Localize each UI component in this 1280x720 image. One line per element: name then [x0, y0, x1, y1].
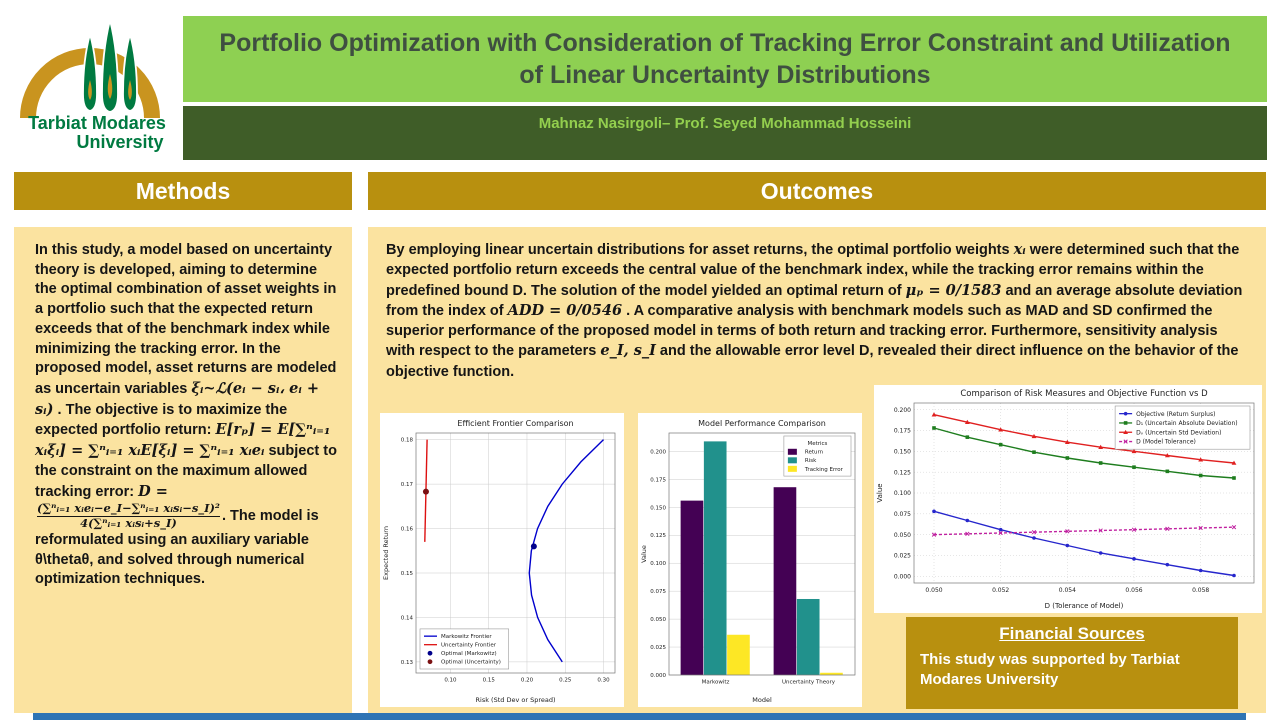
svg-text:0.16: 0.16	[400, 526, 413, 533]
outcomes-m4: e_I, s_I	[600, 342, 656, 360]
logo-org-name-line1: Tarbiat Modares	[28, 113, 166, 133]
risk-vs-d-svg	[874, 385, 1262, 613]
svg-text:Optimal (Markowitz): Optimal (Markowitz)	[441, 651, 497, 658]
svg-text:0.050: 0.050	[650, 617, 666, 624]
financial-sources-text: This study was supported by Tarbiat Modares University	[920, 651, 1180, 688]
outcomes-text	[368, 227, 1266, 382]
svg-text:0.056: 0.056	[1125, 587, 1143, 594]
svg-text:Markowitz: Markowitz	[701, 679, 730, 686]
svg-text:0.050: 0.050	[893, 531, 911, 539]
methods-math-return: E[rₚ] = E[∑ⁿᵢ₌₁ xᵢξᵢ] = ∑ⁿᵢ₌₁ xᵢE[ξᵢ] = ∑ⁿᵢ₌₁ xᵢeᵢ	[35, 421, 331, 460]
outcomes-p5: and the allowable error level D, revealed their direct influence on the behavior of the objective function.	[386, 343, 1239, 380]
svg-text:Expected Return: Expected Return	[382, 526, 390, 580]
author-bar	[183, 106, 1267, 160]
svg-text:Return: Return	[804, 449, 824, 456]
svg-text:0.200: 0.200	[893, 406, 911, 414]
logo-text	[12, 114, 182, 152]
svg-text:0.200: 0.200	[650, 449, 666, 456]
outcomes-header	[368, 172, 1266, 210]
svg-text:Uncertainty Frontier: Uncertainty Frontier	[441, 642, 496, 649]
svg-text:0.000: 0.000	[650, 672, 666, 679]
svg-text:0.100: 0.100	[893, 490, 911, 498]
svg-text:0.058: 0.058	[1192, 587, 1210, 594]
svg-text:Comparison of Risk Measures an: Comparison of Risk Measures and Objective Function vs D	[960, 389, 1208, 399]
methods-tail: . The model is reformulated using an auxiliary variable θ\thetaθ, and solved through numerical optimization techniques.	[35, 508, 319, 588]
svg-text:Metrics: Metrics	[807, 441, 828, 448]
svg-text:0.10: 0.10	[444, 677, 457, 684]
svg-text:D₁ (Uncertain Absolute Deviati: D₁ (Uncertain Absolute Deviation)	[1136, 420, 1238, 428]
svg-text:0.15: 0.15	[482, 677, 495, 684]
svg-text:0.000: 0.000	[893, 573, 911, 581]
svg-text:D (Model Tolerance): D (Model Tolerance)	[1136, 438, 1196, 446]
svg-text:0.14: 0.14	[400, 615, 413, 622]
svg-text:Value: Value	[876, 483, 884, 503]
svg-text:0.175: 0.175	[893, 427, 911, 435]
methods-header	[14, 172, 352, 210]
title-bar	[183, 16, 1267, 102]
svg-text:0.054: 0.054	[1058, 587, 1076, 594]
efficient-frontier-svg	[380, 413, 624, 707]
methods-intro: In this study, a model based on uncertainty theory is developed, aiming to determine the optimal combination of asset weights in a portfolio such that the expected return exceeds that of the benchmark index while minimizing the tracking error. In the proposed model, asset returns are modeled as uncertain variables	[35, 242, 337, 398]
svg-text:Tracking Error: Tracking Error	[804, 466, 843, 473]
formula-denominator: 4(∑ⁿᵢ₌₁ xᵢsᵢ+s_I)	[37, 516, 220, 531]
svg-text:0.052: 0.052	[992, 587, 1010, 594]
svg-text:0.075: 0.075	[893, 510, 911, 518]
methods-box	[14, 227, 352, 713]
svg-text:0.25: 0.25	[559, 677, 572, 684]
financial-sources-box	[906, 617, 1238, 709]
authors: Mahnaz Nasirgoli– Prof. Seyed Mohammad Hosseini	[538, 115, 912, 132]
model-performance-svg	[638, 413, 862, 707]
model-performance-chart	[638, 413, 862, 707]
outcomes-box	[368, 227, 1266, 713]
outcomes-m1: xᵢ	[1013, 241, 1026, 258]
svg-text:D (Tolerance of Model): D (Tolerance of Model)	[1044, 602, 1124, 610]
methods-math-d: D =	[138, 482, 168, 500]
university-logo	[12, 8, 182, 162]
svg-text:0.150: 0.150	[650, 505, 666, 512]
svg-text:Dᵥ (Uncertain Std Deviation): Dᵥ (Uncertain Std Deviation)	[1136, 429, 1222, 437]
svg-text:0.150: 0.150	[893, 448, 911, 456]
svg-text:0.18: 0.18	[400, 437, 413, 444]
efficient-frontier-chart	[380, 413, 624, 707]
outcomes-p2: were determined such that the expected portfolio return exceeds the central value of the benchmark index, while the tracking error remains within the predefined bound D. The solution of the model yielded an optimal return of	[386, 242, 1240, 299]
svg-text:0.050: 0.050	[925, 587, 943, 594]
logo-org-name-line2: University	[76, 131, 164, 152]
svg-text:Value: Value	[640, 545, 648, 563]
svg-text:Markowitz Frontier: Markowitz Frontier	[441, 634, 492, 641]
bottom-accent-bar	[33, 713, 1246, 720]
methods-mid1: . The objective is to maximize the expected portfolio return:	[35, 401, 288, 439]
svg-text:Risk: Risk	[804, 458, 817, 465]
svg-text:0.30: 0.30	[597, 677, 610, 684]
svg-text:Uncertainty Theory: Uncertainty Theory	[782, 679, 835, 686]
svg-text:Efficient Frontier Comparison: Efficient Frontier Comparison	[457, 419, 574, 428]
svg-text:0.13: 0.13	[400, 659, 413, 666]
methods-header-label: Methods	[135, 177, 231, 204]
svg-text:0.125: 0.125	[893, 469, 911, 477]
formula-numerator: (∑ⁿᵢ₌₁ xᵢeᵢ−e_I−∑ⁿᵢ₌₁ xᵢsᵢ−s_I)²	[37, 501, 220, 516]
svg-text:Model Performance Comparison: Model Performance Comparison	[698, 419, 826, 428]
methods-text	[35, 241, 340, 590]
outcomes-p3: and an average absolute deviation from the index of	[386, 282, 1243, 319]
svg-text:0.025: 0.025	[650, 644, 666, 651]
outcomes-m2: μₚ = 0/1583	[905, 281, 1002, 299]
svg-text:0.100: 0.100	[650, 561, 666, 568]
svg-text:0.125: 0.125	[650, 533, 666, 540]
svg-text:0.175: 0.175	[650, 477, 666, 484]
outcomes-p1: By employing linear uncertain distributions for asset returns, the optimal portfolio weights	[386, 242, 1014, 258]
risk-vs-d-chart	[874, 385, 1262, 613]
svg-text:Optimal (Uncertainty): Optimal (Uncertainty)	[441, 659, 501, 666]
poster-title: Portfolio Optimization with Consideration of Tracking Error Constraint and Utilization of Linear Uncertainty Distributions	[219, 28, 1231, 89]
outcomes-p4: . A comparative analysis with benchmark models such as MAD and SD confirmed the superior performance of the proposed model in terms of both return and tracking error. Furthermore, sensitivity analysis with respect to the parameters	[386, 302, 1218, 360]
svg-text:0.17: 0.17	[400, 482, 413, 489]
svg-text:Model: Model	[752, 696, 772, 704]
svg-text:Risk (Std Dev or Spread): Risk (Std Dev or Spread)	[475, 696, 556, 704]
svg-text:0.15: 0.15	[400, 570, 413, 577]
outcomes-header-label: Outcomes	[760, 177, 874, 204]
svg-text:Objective (Return Surplus): Objective (Return Surplus)	[1136, 410, 1216, 418]
financial-sources-title: Financial Sources	[999, 624, 1145, 643]
svg-text:0.025: 0.025	[893, 552, 911, 560]
svg-text:0.20: 0.20	[520, 677, 534, 684]
outcomes-m3: ADD = 0/0546	[507, 301, 623, 319]
methods-math-variables: ξᵢ~ℒ(eᵢ − sᵢ، eᵢ + sᵢ)	[35, 380, 320, 418]
svg-text:0.075: 0.075	[650, 589, 666, 596]
methods-mid2: subject to the constraint on the maximum allowed tracking error:	[35, 443, 337, 500]
tracking-error-formula	[37, 502, 220, 531]
